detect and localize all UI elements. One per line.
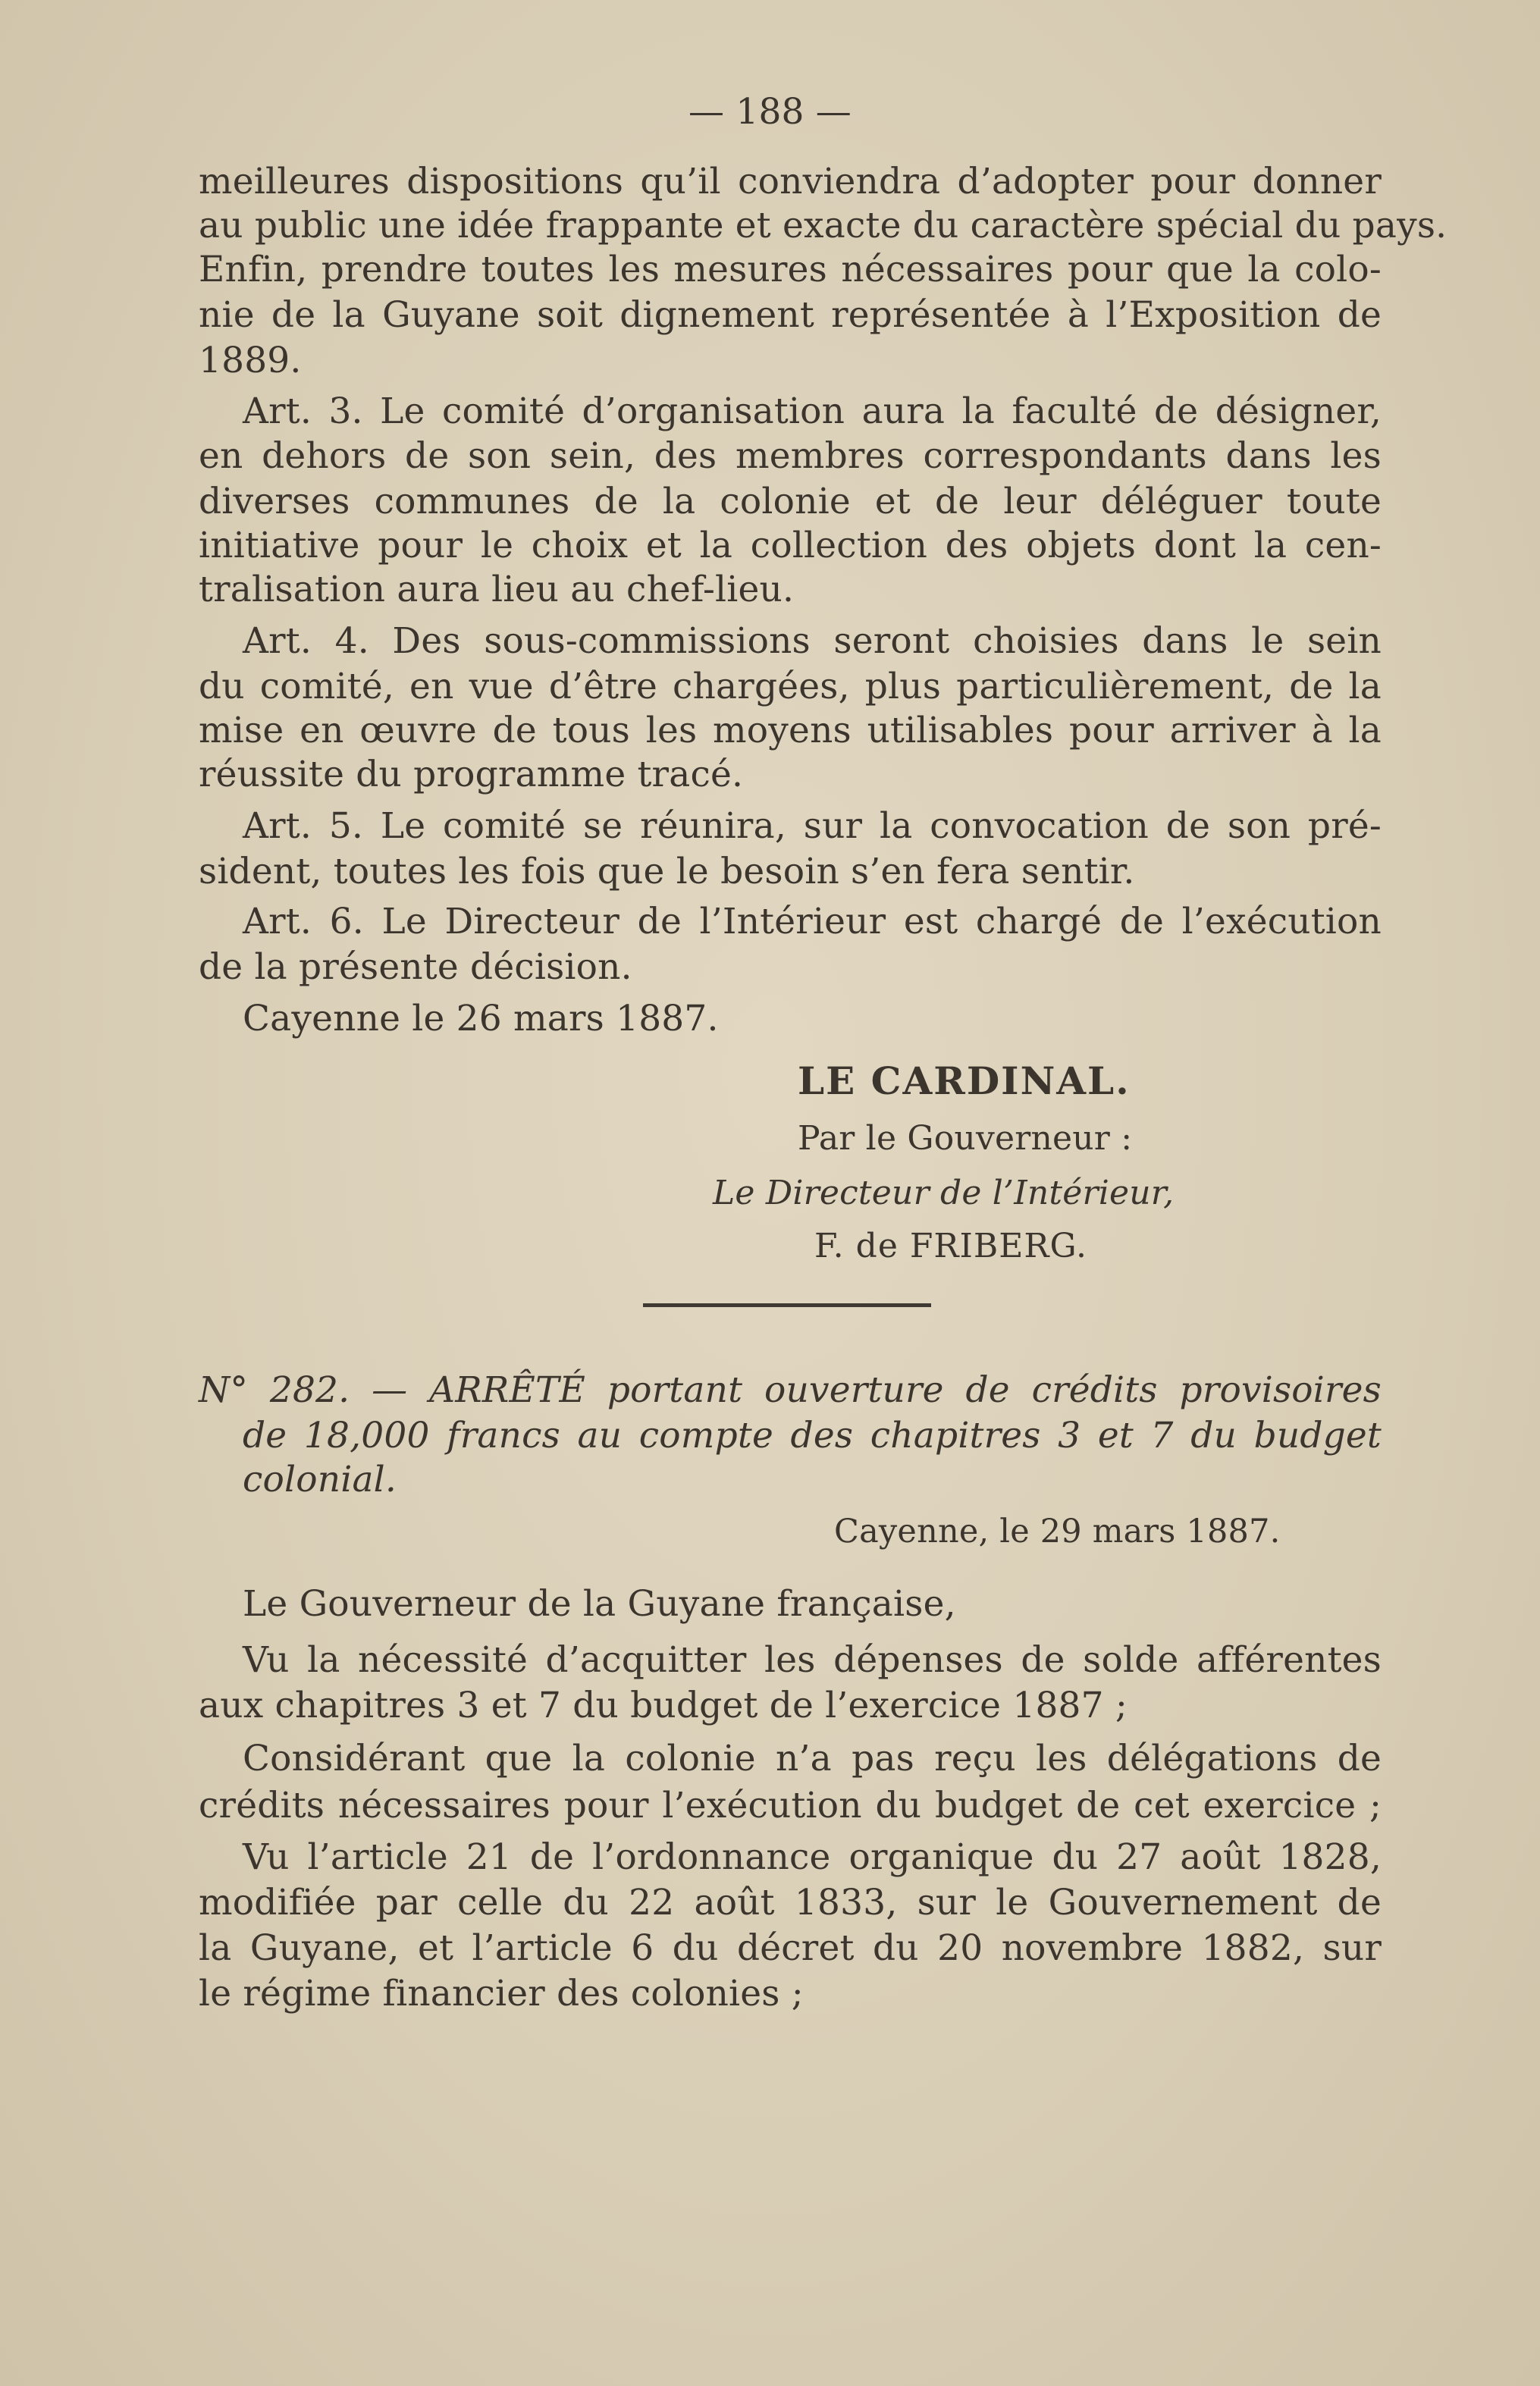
article-3-line: diverses communes de la colonie et de leur déléguer toute: [199, 481, 1382, 522]
preamble-line: modifiée par celle du 22 août 1833, sur le Gouvernement de: [199, 1882, 1382, 1924]
text-line: au public une idée frappante et exacte du caractère spécial du pays.: [199, 205, 1447, 246]
signature-name: LE CARDINAL.: [798, 1058, 1131, 1103]
text-line: 1889.: [199, 340, 302, 381]
preamble-line: Le Gouverneur de la Guyane française,: [243, 1583, 956, 1625]
preamble-line: aux chapitres 3 et 7 du budget de l’exercice 1887 ;: [199, 1685, 1128, 1726]
article-5-line: sident, toutes les fois que le besoin s’en fera sentir.: [199, 851, 1135, 892]
article-4-line: mise en œuvre de tous les moyens utilisables pour arriver à la: [199, 710, 1382, 751]
article-3-line: tralisation aura lieu au chef-lieu.: [199, 569, 795, 610]
article-3-line: en dehors de son sein, des membres correspondants dans les: [199, 435, 1382, 477]
article-6-line: Art. 6. Le Directeur de l’Intérieur est chargé de l’exécution: [243, 901, 1382, 942]
signature-role: Le Directeur de l’Intérieur,: [713, 1174, 1175, 1212]
preamble-line: Considérant que la colonie n’a pas reçu les délégations de: [243, 1738, 1382, 1779]
arrete-heading-line: de 18,000 francs au compte des chapitres 3 et 7 du budget: [243, 1415, 1382, 1456]
arrete-heading-line: colonial.: [243, 1459, 397, 1500]
arrete-heading-line: N° 282. — ARRÊTÉ portant ouverture de crédits provisoires: [199, 1369, 1382, 1411]
page-number: — 188 —: [688, 91, 852, 133]
preamble-line: Vu l’article 21 de l’ordonnance organique du 27 août 1828,: [243, 1836, 1382, 1878]
preamble-line: la Guyane, et l’article 6 du décret du 20 novembre 1882, sur: [199, 1927, 1382, 1969]
text-line: nie de la Guyane soit dignement représentée à l’Exposition de: [199, 294, 1382, 336]
text-line: Enfin, prendre toutes les mesures nécessaires pour que la colo-: [199, 249, 1382, 290]
signature-signer: F. de FRIBERG.: [814, 1227, 1088, 1265]
article-4-line: du comité, en vue d’être chargées, plus particulièrement, de la: [199, 666, 1382, 707]
arrete-date: Cayenne, le 29 mars 1887.: [834, 1513, 1281, 1550]
article-4-line: Art. 4. Des sous-commissions seront choisies dans le sein: [243, 620, 1382, 662]
article-3-line: initiative pour le choix et la collection des objets dont la cen-: [199, 525, 1382, 566]
article-5-line: Art. 5. Le comité se réunira, sur la convocation de son pré-: [243, 805, 1382, 847]
article-6-line: de la présente décision.: [199, 946, 632, 988]
article-4-line: réussite du programme tracé.: [199, 754, 744, 795]
article-3-line: Art. 3. Le comité d’organisation aura la faculté de désigner,: [243, 390, 1382, 432]
section-divider: [643, 1303, 931, 1307]
preamble-line: crédits nécessaires pour l’exécution du budget de cet exercice ;: [199, 1785, 1382, 1826]
text-line: meilleures dispositions qu’il conviendra d’adopter pour donner: [199, 161, 1382, 202]
preamble-line: le régime financier des colonies ;: [199, 1973, 804, 2014]
preamble-line: Vu la nécessité d’acquitter les dépenses de solde afférentes: [243, 1639, 1382, 1681]
signature-by: Par le Gouverneur :: [798, 1119, 1133, 1158]
place-date: Cayenne le 26 mars 1887.: [243, 998, 719, 1039]
